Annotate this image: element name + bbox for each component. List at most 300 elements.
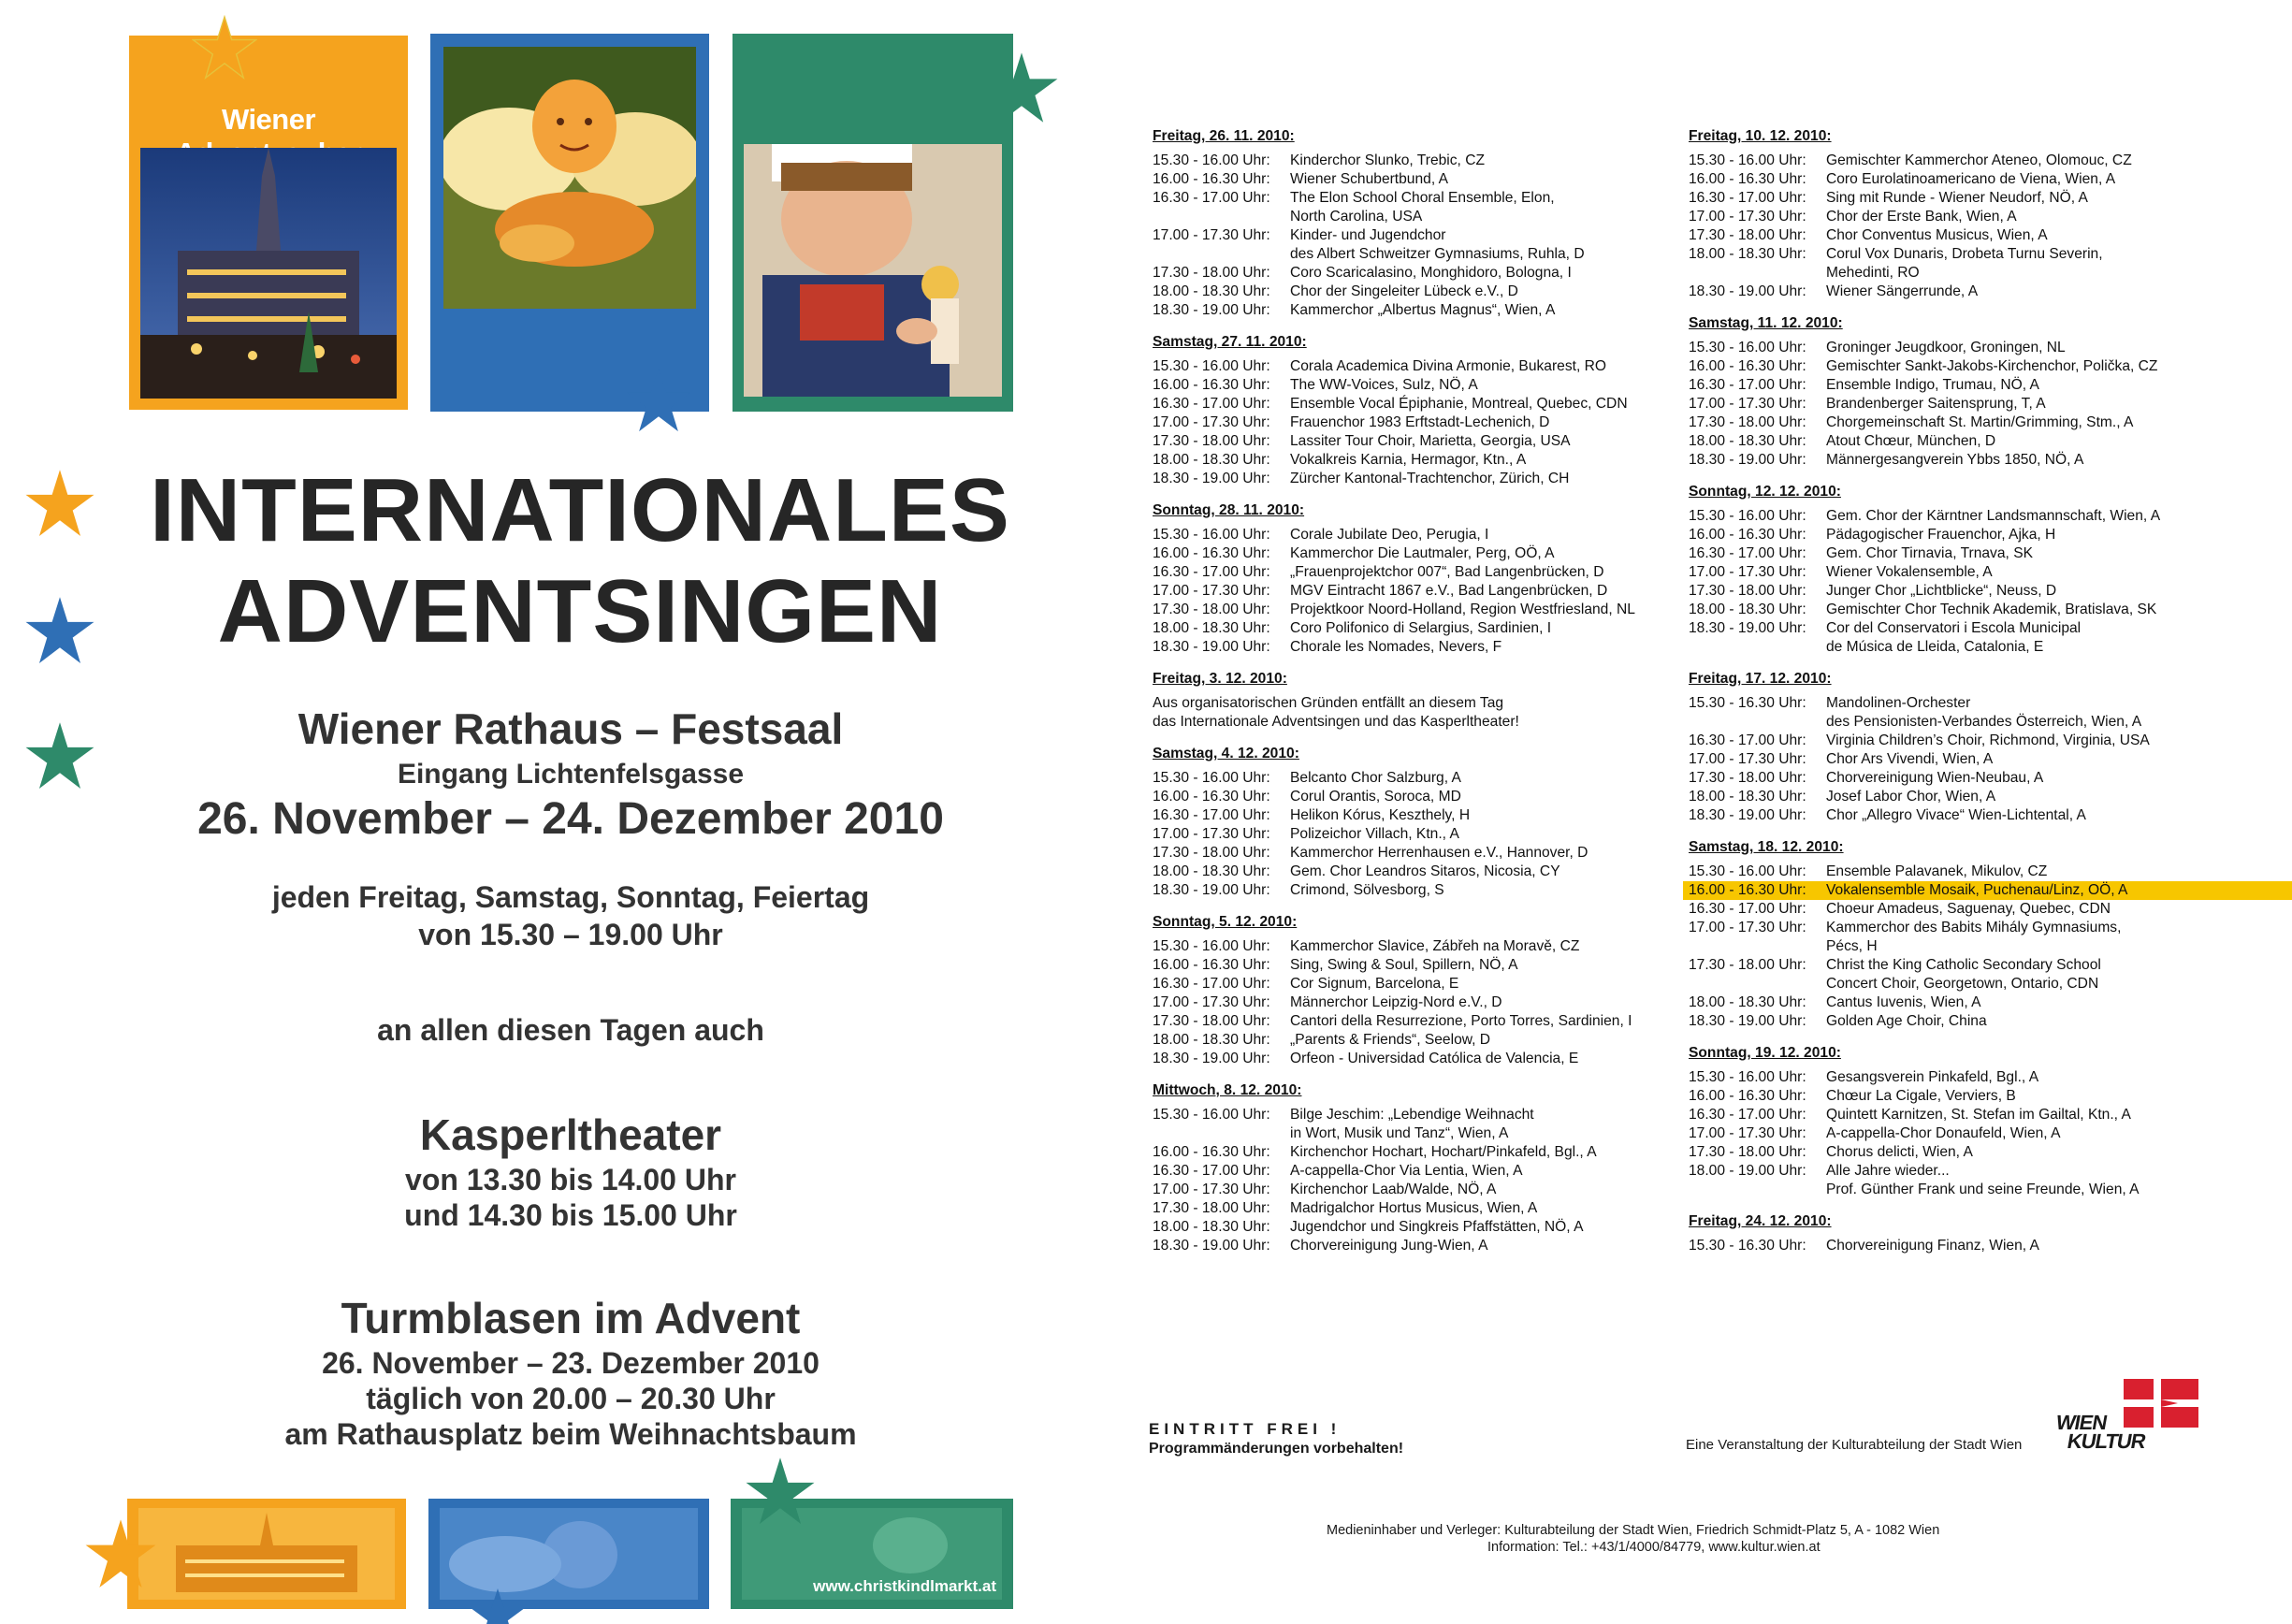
star-icon <box>745 1456 816 1527</box>
photo-angel <box>430 34 709 412</box>
entry-performer: Jugendchor und Singkreis Pfaffstätten, NÖ, A <box>1290 1219 1584 1235</box>
schedule-entry <box>1153 563 1676 582</box>
entry-time: 17.30 - 18.00 Uhr: <box>1153 1200 1270 1216</box>
entry-time: 17.30 - 18.00 Uhr: <box>1153 602 1270 617</box>
entry-performer: Orfeon - Universidad Católica de Valencia, E <box>1290 1051 1579 1066</box>
entry-time: 17.00 - 17.30 Uhr: <box>1153 1182 1270 1197</box>
schedule-entry <box>1153 170 1676 189</box>
schedule-entry <box>1153 1012 1676 1031</box>
day-title: Sonntag, 12. 12. 2010: <box>1689 484 1841 500</box>
entry-time: 17.00 - 17.30 Uhr: <box>1153 994 1270 1010</box>
schedule-entry <box>1153 956 1676 975</box>
entry-performer: Golden Age Choir, China <box>1826 1013 1987 1029</box>
schedule-day <box>1689 1212 2250 1255</box>
schedule-entry <box>1153 863 1676 881</box>
schedule-entry <box>1689 451 2250 470</box>
day-title: Samstag, 11. 12. 2010: <box>1689 315 1843 331</box>
entry-performer: Kammerchor „Albertus Magnus“, Wien, A <box>1290 302 1556 318</box>
schedule-day <box>1689 483 2250 657</box>
schedule-entry <box>1689 245 2250 283</box>
entry-time: 16.00 - 16.30 Uhr: <box>1153 171 1270 187</box>
entry-performer: Helikon Kórus, Keszthely, H <box>1290 807 1471 823</box>
schedule-entry <box>1153 413 1676 432</box>
entry-time: 15.30 - 16.00 Uhr: <box>1153 770 1270 786</box>
entry-time: 16.30 - 17.00 Uhr: <box>1689 545 1806 561</box>
entry-performer: Bilge Jeschim: „Lebendige Weihnacht in Wort, Musik und Tanz“, Wien, A <box>1290 1107 1534 1141</box>
schedule-entry <box>1689 208 2250 226</box>
schedule-entry <box>1689 750 2250 769</box>
schedule-entry <box>1689 1162 2250 1199</box>
schedule-entry <box>1689 769 2250 788</box>
entry-time: 18.00 - 18.30 Uhr: <box>1153 620 1270 636</box>
entry-performer: Cor Signum, Barcelona, E <box>1290 976 1459 992</box>
entry-time: 18.30 - 19.00 Uhr: <box>1153 882 1270 898</box>
day-title: Samstag, 27. 11. 2010: <box>1153 334 1307 350</box>
entry-time: 16.00 - 16.30 Uhr: <box>1153 545 1270 561</box>
schedule-entry <box>1153 1143 1676 1162</box>
entry-time: 16.00 - 16.30 Uhr: <box>1153 789 1270 805</box>
entry-performer: Lassiter Tour Choir, Marietta, Georgia, USA <box>1290 433 1571 449</box>
entry-time: 15.30 - 16.00 Uhr: <box>1153 938 1270 954</box>
schedule-day <box>1689 670 2250 825</box>
entry-performer: Kinderchor Slunko, Trebic, CZ <box>1290 152 1486 168</box>
schedule-day <box>1153 913 1676 1068</box>
entry-performer: Chor „Allegro Vivace“ Wien-Lichtental, A <box>1826 807 2086 823</box>
entry-time: 18.00 - 18.30 Uhr: <box>1689 994 1806 1010</box>
entry-performer: Coro Eurolatinoamericano de Viena, Wien, A <box>1826 171 2116 187</box>
entry-performer: Coro Scaricalasino, Monghidoro, Bologna, I <box>1290 265 1572 281</box>
entry-performer: Gesangsverein Pinkafeld, Bgl., A <box>1826 1069 2039 1085</box>
eintritt-frei: EINTRITT FREI ! <box>1149 1420 1342 1438</box>
schedule-entry <box>1153 432 1676 451</box>
entry-performer: Chorale les Nomades, Nevers, F <box>1290 639 1502 655</box>
entry-time: 17.30 - 18.00 Uhr: <box>1689 414 1806 430</box>
entry-time: 16.30 - 17.00 Uhr: <box>1689 190 1806 206</box>
schedule-entry <box>1153 1106 1676 1143</box>
entry-performer: Gem. Chor der Kärntner Landsmannschaft, Wien, A <box>1826 508 2161 524</box>
website-link[interactable]: www.christkindlmarkt.at <box>813 1577 996 1595</box>
entry-time: 16.00 - 16.30 Uhr: <box>1689 882 1806 898</box>
entry-time: 17.30 - 18.00 Uhr: <box>1153 845 1270 861</box>
entry-time: 18.30 - 19.00 Uhr: <box>1153 471 1270 486</box>
entry-time: 16.30 - 17.00 Uhr: <box>1153 976 1270 992</box>
entry-time: 17.00 - 17.30 Uhr: <box>1153 414 1270 430</box>
wien-flag-icon <box>2124 1379 2198 1428</box>
entry-performer: Chorvereinigung Jung-Wien, A <box>1290 1238 1488 1254</box>
schedule-entry <box>1689 1012 2250 1031</box>
impressum: Medieninhaber und Verleger: Kulturabteilung der Stadt Wien, Friedrich Schmidt-Platz 5, A - 1082 Wien <box>1327 1523 1940 1538</box>
entry-time: 17.30 - 18.00 Uhr: <box>1689 227 1806 243</box>
venue-name: Wiener Rathaus – Festsaal <box>297 704 844 753</box>
highlighted-entry <box>1683 881 2292 900</box>
entry-performer: A-cappella-Chor Via Lentia, Wien, A <box>1290 1163 1523 1179</box>
entry-time: 15.30 - 16.00 Uhr: <box>1689 1069 1806 1085</box>
venue-days: jeden Freitag, Samstag, Sonntag, Feiertag <box>271 880 870 914</box>
schedule-entry <box>1153 152 1676 170</box>
entry-performer: Wiener Schubertbund, A <box>1290 171 1449 187</box>
entry-time: 18.00 - 18.30 Uhr: <box>1153 1032 1270 1048</box>
entry-performer: Zürcher Kantonal-Trachtenchor, Zürich, CH <box>1290 471 1570 486</box>
schedule-entry <box>1689 283 2250 301</box>
star-icon <box>24 595 95 666</box>
entry-time: 18.00 - 18.30 Uhr: <box>1153 283 1270 299</box>
photo-rathaus-night <box>129 36 408 410</box>
entry-time: 15.30 - 16.00 Uhr: <box>1689 340 1806 355</box>
schedule-entry <box>1153 451 1676 470</box>
schedule-entry <box>1153 582 1676 601</box>
schedule-column-1 <box>1153 127 1676 1269</box>
schedule-entry <box>1153 844 1676 863</box>
schedule-entry <box>1153 283 1676 301</box>
schedule-entry <box>1689 1106 2250 1124</box>
entry-performer: Belcanto Chor Salzburg, A <box>1290 770 1461 786</box>
entry-time: 18.30 - 19.00 Uhr: <box>1689 283 1806 299</box>
entry-time: 16.30 - 17.00 Uhr: <box>1689 1107 1806 1123</box>
schedule-entry <box>1153 825 1676 844</box>
entry-time: 18.00 - 18.30 Uhr: <box>1689 602 1806 617</box>
day-title: Sonntag, 5. 12. 2010: <box>1153 914 1298 930</box>
entry-time: 15.30 - 16.00 Uhr: <box>1689 508 1806 524</box>
star-icon <box>192 15 257 80</box>
entry-time: 18.30 - 19.00 Uhr: <box>1153 1051 1270 1066</box>
schedule-entry <box>1689 900 2250 919</box>
schedule-day <box>1689 838 2250 1031</box>
entry-performer: Josef Labor Chor, Wien, A <box>1826 789 1996 805</box>
entry-time: 18.00 - 19.00 Uhr: <box>1689 1163 1806 1179</box>
entry-performer: Corala Academica Divina Armonie, Bukarest, RO <box>1290 358 1607 374</box>
entry-performer: Corul Orantis, Soroca, MD <box>1290 789 1461 805</box>
entry-time: 16.00 - 16.30 Uhr: <box>1689 1088 1806 1104</box>
photo-child-crafting <box>733 34 1013 412</box>
schedule-entry <box>1153 975 1676 993</box>
schedule-entry <box>1153 788 1676 806</box>
star-icon <box>470 1587 526 1624</box>
entry-performer: Kirchenchor Laab/Walde, NÖ, A <box>1290 1182 1497 1197</box>
entry-time: 16.30 - 17.00 Uhr: <box>1153 1163 1270 1179</box>
entry-time: 16.00 - 16.30 Uhr: <box>1689 527 1806 543</box>
entry-performer: Chor der Singeleiter Lübeck e.V., D <box>1290 283 1518 299</box>
wien-kultur-logo <box>2051 1379 2200 1454</box>
entry-performer: Kammerchor Slavice, Zábřeh na Moravě, CZ <box>1290 938 1580 954</box>
entry-time: 18.30 - 19.00 Uhr: <box>1689 452 1806 468</box>
entry-performer: Brandenberger Saitensprung, T, A <box>1826 396 2046 412</box>
entry-time: 16.30 - 17.00 Uhr: <box>1689 732 1806 748</box>
entry-performer: Kirchenchor Hochart, Hochart/Pinkafeld, Bgl., A <box>1290 1144 1597 1160</box>
entry-performer: Sing mit Runde - Wiener Neudorf, NÖ, A <box>1826 190 2088 206</box>
headline-line1: INTERNATIONALES <box>150 460 1010 560</box>
headline-line2: ADVENTSINGEN <box>217 561 943 661</box>
entry-performer: Chorvereinigung Wien-Neubau, A <box>1826 770 2044 786</box>
schedule-entry <box>1153 526 1676 544</box>
child-image <box>744 144 1002 397</box>
entry-performer: The Elon School Choral Ensemble, Elon, North Carolina, USA <box>1290 190 1555 225</box>
entry-performer: Corul Vox Dunaris, Drobeta Turnu Severin, Mehedinti, RO <box>1826 246 2103 281</box>
entry-time: 16.00 - 16.30 Uhr: <box>1689 171 1806 187</box>
day-title: Samstag, 4. 12. 2010: <box>1153 746 1299 761</box>
entry-time: 18.00 - 18.30 Uhr: <box>1689 246 1806 262</box>
turm-place: am Rathausplatz beim Weihnachtsbaum <box>284 1417 857 1451</box>
entry-time: 18.00 - 18.30 Uhr: <box>1153 1219 1270 1235</box>
entry-performer: The WW-Voices, Sulz, NÖ, A <box>1290 377 1478 393</box>
entry-time: 18.30 - 19.00 Uhr: <box>1153 302 1270 318</box>
entry-performer: Kammerchor Herrenhausen e.V., Hannover, D <box>1290 845 1588 861</box>
entry-time: 16.30 - 17.00 Uhr: <box>1689 901 1806 917</box>
schedule-entry <box>1153 937 1676 956</box>
schedule-entry <box>1153 544 1676 563</box>
schedule-entry <box>1153 1237 1676 1255</box>
entry-performer: Vokalensemble Mosaik, Puchenau/Linz, OÖ, A <box>1826 882 2128 898</box>
schedule-entry <box>1689 582 2250 601</box>
entry-performer: Ensemble Vocal Épiphanie, Montreal, Quebec, CDN <box>1290 396 1628 412</box>
entry-time: 16.30 - 17.00 Uhr: <box>1153 564 1270 580</box>
schedule-entry <box>1689 1143 2250 1162</box>
schedule-entry <box>1689 226 2250 245</box>
entry-performer: Christ the King Catholic Secondary School Concert Choir, Georgetown, Ontario, CDN <box>1826 957 2101 992</box>
schedule-entry <box>1689 507 2250 526</box>
entry-time: 18.30 - 19.00 Uhr: <box>1689 620 1806 636</box>
schedule-entry <box>1153 1031 1676 1050</box>
entry-time: 15.30 - 16.30 Uhr: <box>1689 1238 1806 1254</box>
schedule-entry <box>1689 1087 2250 1106</box>
schedule-entry <box>1153 619 1676 638</box>
entry-performer: Männerchor Leipzig-Nord e.V., D <box>1290 994 1502 1010</box>
venue-entrance: Eingang Lichtenfelsgasse <box>397 759 745 790</box>
entry-performer: Gemischter Chor Technik Akademik, Bratislava, SK <box>1826 602 2157 617</box>
entry-performer: Kammerchor Die Lautmaler, Perg, OÖ, A <box>1290 545 1555 561</box>
schedule-entry <box>1153 226 1676 264</box>
schedule-entry <box>1689 170 2250 189</box>
entry-time: 17.00 - 17.30 Uhr: <box>1153 826 1270 842</box>
bottom-photo-orange <box>127 1499 406 1609</box>
schedule-entry <box>1689 339 2250 357</box>
photo-title: Wiener <box>221 103 316 136</box>
schedule-entry <box>1153 264 1676 283</box>
day-title: Freitag, 24. 12. 2010: <box>1689 1213 1832 1229</box>
schedule-entry <box>1153 1162 1676 1181</box>
entry-performer: Ensemble Palavanek, Mikulov, CZ <box>1826 863 2048 879</box>
turm-time: täglich von 20.00 – 20.30 Uhr <box>366 1382 776 1415</box>
information: Information: Tel.: +43/1/4000/84779, www.kultur.wien.at <box>1487 1540 1821 1555</box>
schedule-entry <box>1689 732 2250 750</box>
schedule-entry <box>1689 956 2250 993</box>
entry-time: 15.30 - 16.00 Uhr: <box>1153 527 1270 543</box>
entry-time: 16.00 - 16.30 Uhr: <box>1153 377 1270 393</box>
entry-performer: Atout Chœur, München, D <box>1826 433 1996 449</box>
schedule-entry <box>1153 993 1676 1012</box>
veranstaltung-note: Eine Veranstaltung der Kulturabteilung der Stadt Wien <box>1686 1437 2023 1453</box>
entry-time: 18.00 - 18.30 Uhr: <box>1153 863 1270 879</box>
entry-performer: Mandolinen-Orchester des Pensionisten-Verbandes Österreich, Wien, A <box>1826 695 2142 730</box>
day-note: Aus organisatorischen Gründen entfällt an diesem Tag das Internationale Adventsingen und das Kasperltheater! <box>1153 695 1519 730</box>
entry-time: 17.00 - 17.30 Uhr: <box>1689 564 1806 580</box>
schedule-day <box>1153 333 1676 488</box>
entry-time: 17.00 - 17.30 Uhr: <box>1153 227 1270 243</box>
schedule-entry <box>1689 1124 2250 1143</box>
entry-performer: Chorvereinigung Finanz, Wien, A <box>1826 1238 2039 1254</box>
entry-performer: Gemischter Sankt-Jakobs-Kirchenchor, Polička, CZ <box>1826 358 2158 374</box>
entry-performer: Crimond, Sölvesborg, S <box>1290 882 1444 898</box>
entry-performer: Männergesangverein Ybbs 1850, NÖ, A <box>1826 452 2084 468</box>
entry-performer: Wiener Vokalensemble, A <box>1826 564 1993 580</box>
entry-time: 15.30 - 16.00 Uhr: <box>1689 863 1806 879</box>
entry-time: 18.30 - 19.00 Uhr: <box>1689 807 1806 823</box>
day-title: Sonntag, 19. 12. 2010: <box>1689 1045 1841 1061</box>
schedule-entry <box>1689 563 2250 582</box>
entry-time: 18.00 - 18.30 Uhr: <box>1153 452 1270 468</box>
entry-performer: A-cappella-Chor Donaufeld, Wien, A <box>1826 1125 2061 1141</box>
schedule-entry <box>1689 1068 2250 1087</box>
schedule-entry <box>1153 189 1676 226</box>
entry-time: 15.30 - 16.30 Uhr: <box>1689 695 1806 711</box>
entry-time: 17.30 - 18.00 Uhr: <box>1689 770 1806 786</box>
kasperl-time2: und 14.30 bis 15.00 Uhr <box>404 1198 737 1232</box>
aenderungen-note: Programmänderungen vorbehalten! <box>1149 1441 1404 1457</box>
venue-dates: 26. November – 24. Dezember 2010 <box>197 794 944 844</box>
entry-performer: Virginia Children’s Choir, Richmond, Virginia, USA <box>1826 732 2150 748</box>
entry-time: 16.30 - 17.00 Uhr: <box>1153 807 1270 823</box>
entry-performer: Coro Polifonico di Selargius, Sardinien, I <box>1290 620 1552 636</box>
entry-performer: Chorus delicti, Wien, A <box>1826 1144 1973 1160</box>
entry-time: 16.00 - 16.30 Uhr: <box>1153 1144 1270 1160</box>
schedule-entry <box>1153 638 1676 657</box>
entry-performer: MGV Eintracht 1867 e.V., Bad Langenbrücken, D <box>1290 583 1608 599</box>
rathaus-image <box>140 148 397 399</box>
schedule-entry <box>1689 694 2250 732</box>
entry-performer: Madrigalchor Hortus Musicus, Wien, A <box>1290 1200 1538 1216</box>
entry-performer: Gem. Chor Leandros Sitaros, Nicosia, CY <box>1290 863 1560 879</box>
entry-performer: Chor Ars Vivendi, Wien, A <box>1826 751 1994 767</box>
day-title: Freitag, 3. 12. 2010: <box>1153 671 1287 687</box>
schedule-day <box>1689 314 2250 470</box>
schedule-entry <box>1153 395 1676 413</box>
entry-time: 15.30 - 16.00 Uhr: <box>1153 152 1270 168</box>
entry-time: 17.30 - 18.00 Uhr: <box>1153 433 1270 449</box>
entry-performer: „Parents & Friends“, Seelow, D <box>1290 1032 1491 1048</box>
entry-time: 15.30 - 16.00 Uhr: <box>1153 358 1270 374</box>
entry-performer: Polizeichor Villach, Ktn., A <box>1290 826 1459 842</box>
schedule-entry <box>1689 1237 2250 1255</box>
star-icon <box>625 367 692 434</box>
schedule-entry <box>1689 788 2250 806</box>
entry-performer: Vokalkreis Karnia, Hermagor, Ktn., A <box>1290 452 1527 468</box>
schedule-entry <box>1689 619 2250 657</box>
day-title: Freitag, 26. 11. 2010: <box>1153 128 1295 144</box>
entry-performer: Cantori della Resurrezione, Porto Torres, Sardinien, I <box>1290 1013 1632 1029</box>
schedule-entry <box>1153 1050 1676 1068</box>
day-title: Samstag, 18. 12. 2010: <box>1689 839 1844 855</box>
entry-time: 17.00 - 17.30 Uhr: <box>1153 583 1270 599</box>
schedule-entry <box>1153 357 1676 376</box>
entry-time: 17.00 - 17.30 Uhr: <box>1689 209 1806 225</box>
schedule-column-2 <box>1689 127 2250 1269</box>
entry-performer: Cantus Iuvenis, Wien, A <box>1826 994 1981 1010</box>
schedule-entry <box>1689 526 2250 544</box>
entry-time: 17.00 - 17.30 Uhr: <box>1689 920 1806 935</box>
schedule-day <box>1153 501 1676 657</box>
entry-performer: Wiener Sängerrunde, A <box>1826 283 1979 299</box>
entry-time: 18.00 - 18.30 Uhr: <box>1689 433 1806 449</box>
entry-time: 17.00 - 17.30 Uhr: <box>1689 396 1806 412</box>
entry-time: 18.30 - 19.00 Uhr: <box>1153 1238 1270 1254</box>
entry-time: 18.30 - 19.00 Uhr: <box>1153 639 1270 655</box>
entry-performer: Chor der Erste Bank, Wien, A <box>1826 209 2017 225</box>
schedule-entry <box>1153 769 1676 788</box>
entry-time: 16.30 - 17.00 Uhr: <box>1689 377 1806 393</box>
schedule-entry <box>1153 806 1676 825</box>
schedule-day <box>1153 127 1676 320</box>
schedule-entry <box>1153 881 1676 900</box>
schedule-day <box>1689 1044 2250 1199</box>
entry-performer: Quintett Karnitzen, St. Stefan im Gailtal, Ktn., A <box>1826 1107 2131 1123</box>
entry-time: 17.00 - 17.30 Uhr: <box>1689 1125 1806 1141</box>
schedule-entry <box>1689 993 2250 1012</box>
day-title: Sonntag, 28. 11. 2010: <box>1153 502 1305 518</box>
entry-performer: Corale Jubilate Deo, Perugia, I <box>1290 527 1489 543</box>
schedule-entry <box>1689 601 2250 619</box>
entry-performer: Chœur La Cigale, Verviers, B <box>1826 1088 2016 1104</box>
schedule-entry <box>1153 470 1676 488</box>
entry-time: 17.30 - 18.00 Uhr: <box>1153 265 1270 281</box>
entry-performer: Gem. Chor Tirnavia, Trnava, SK <box>1826 545 2033 561</box>
entry-performer: Projektkoor Noord-Holland, Region Westfriesland, NL <box>1290 602 1635 617</box>
schedule-entry <box>1689 544 2250 563</box>
day-title: Freitag, 10. 12. 2010: <box>1689 128 1832 144</box>
entry-time: 15.30 - 16.00 Uhr: <box>1689 152 1806 168</box>
star-icon <box>84 1517 157 1590</box>
entry-time: 17.30 - 18.00 Uhr: <box>1689 957 1806 973</box>
entry-performer: Ensemble Indigo, Trumau, NÖ, A <box>1826 377 2039 393</box>
schedule-entry <box>1153 1199 1676 1218</box>
entry-performer: Sing, Swing & Soul, Spillern, NÖ, A <box>1290 957 1518 973</box>
entry-performer: Chorgemeinschaft St. Martin/Grimming, Stm., A <box>1826 414 2134 430</box>
entry-performer: „Frauenprojektchor 007“, Bad Langenbrücken, D <box>1290 564 1604 580</box>
schedule-entry <box>1689 919 2250 956</box>
schedule-entry <box>1689 432 2250 451</box>
entry-time: 16.30 - 17.00 Uhr: <box>1153 396 1270 412</box>
day-title: Mittwoch, 8. 12. 2010: <box>1153 1082 1302 1098</box>
schedule-day <box>1153 745 1676 900</box>
schedule-entry <box>1689 152 2250 170</box>
entry-performer: Frauenchor 1983 Erftstadt-Lechenich, D <box>1290 414 1550 430</box>
entry-time: 18.00 - 18.30 Uhr: <box>1689 789 1806 805</box>
turm-title: Turmblasen im Advent <box>341 1294 801 1342</box>
venue-hours: von 15.30 – 19.00 Uhr <box>418 918 723 951</box>
entry-performer: Chor Conventus Musicus, Wien, A <box>1826 227 2048 243</box>
schedule-entry <box>1689 863 2250 881</box>
entry-performer: Gemischter Kammerchor Ateneo, Olomouc, CZ <box>1826 152 2132 168</box>
schedule-entry <box>1689 806 2250 825</box>
entry-time: 17.30 - 18.00 Uhr: <box>1153 1013 1270 1029</box>
entry-performer: Groninger Jeugdkoor, Groningen, NL <box>1826 340 2066 355</box>
entry-time: 16.00 - 16.30 Uhr: <box>1689 358 1806 374</box>
logo-wien-text: WIEN <box>2053 1411 2109 1434</box>
schedule-day <box>1689 127 2250 301</box>
entry-performer: Choeur Amadeus, Saguenay, Quebec, CDN <box>1826 901 2111 917</box>
kasperl-time1: von 13.30 bis 14.00 Uhr <box>405 1163 736 1196</box>
schedule-entry <box>1153 376 1676 395</box>
schedule-entry <box>1689 395 2250 413</box>
turm-dates: 26. November – 23. Dezember 2010 <box>322 1346 820 1380</box>
schedule-entry <box>1153 1181 1676 1199</box>
schedule-entry <box>1689 376 2250 395</box>
schedule-day <box>1153 1081 1676 1255</box>
schedule-entry <box>1153 1218 1676 1237</box>
entry-performer: Cor del Conservatori i Escola Municipal de Música de Lleida, Catalonia, E <box>1826 620 2082 655</box>
logo-kultur-text: KULTUR <box>2065 1429 2148 1453</box>
day-title: Freitag, 17. 12. 2010: <box>1689 671 1832 687</box>
schedule-entry <box>1689 189 2250 208</box>
schedule-day <box>1153 670 1676 732</box>
